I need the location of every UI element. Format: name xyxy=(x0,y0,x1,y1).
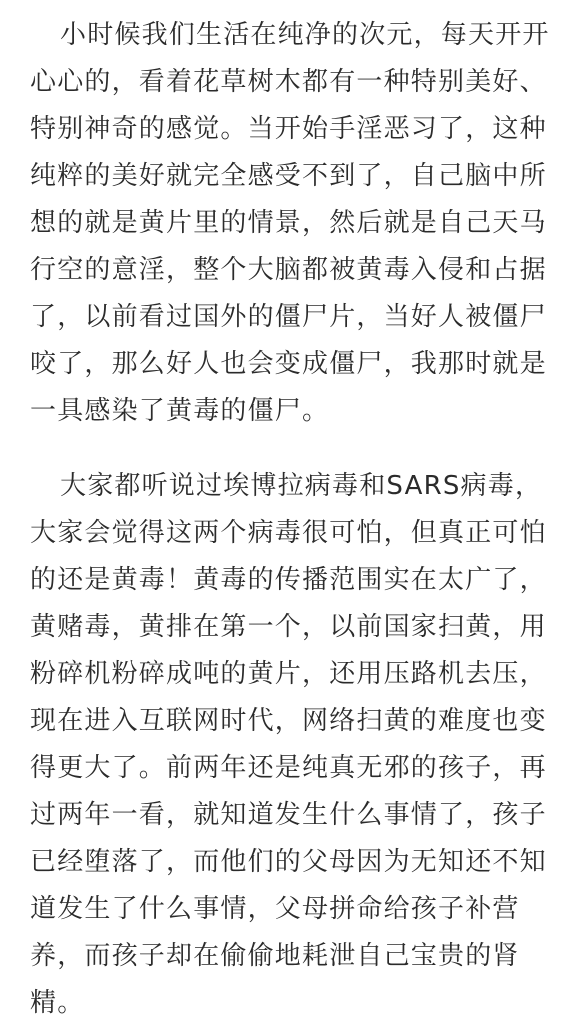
text-line: 行空的意淫，整个大脑都被黄毒入侵和占据 xyxy=(30,255,547,285)
text-line: 大家都听说过埃博拉病毒和SARS病毒， xyxy=(60,471,543,501)
text-line: 的还是黄毒！黄毒的传播范围实在太广了， xyxy=(30,565,547,595)
text-line: 大家会觉得这两个病毒很可怕，但真正可怕 xyxy=(30,518,547,548)
text-line: 精。 xyxy=(30,988,85,1018)
text-line: 小时候我们生活在纯净的次元，每天开开 xyxy=(60,20,550,50)
text-line: 已经堕落了，而他们的父母因为无知还不知 xyxy=(30,847,547,877)
text-line: 纯粹的美好就完全感受不到了，自己脑中所 xyxy=(30,161,547,191)
text-line: 现在进入互联网时代，网络扫黄的难度也变 xyxy=(30,706,547,736)
text-line: 养，而孩子却在偷偷地耗泄自己宝贵的肾 xyxy=(30,941,520,971)
text-line: 粉碎机粉碎成吨的黄片，还用压路机去压， xyxy=(30,659,547,689)
text-line: 黄赌毒，黄排在第一个，以前国家扫黄，用 xyxy=(30,612,547,642)
text-line: 了，以前看过国外的僵尸片，当好人被僵尸 xyxy=(30,302,547,332)
text-line: 特别神奇的感觉。当开始手淫恶习了，这种 xyxy=(30,114,547,144)
text-line: 心心的，看着花草树木都有一种特别美好、 xyxy=(30,67,547,97)
text-line: 道发生了什么事情，父母拼命给孩子补营 xyxy=(30,894,520,924)
text-line: 想的就是黄片里的情景，然后就是自己天马 xyxy=(30,208,547,238)
paragraph-1 xyxy=(30,12,560,435)
text-line: 咬了，那么好人也会变成僵尸，我那时就是 xyxy=(30,349,547,379)
text-line: 得更大了。前两年还是纯真无邪的孩子，再 xyxy=(30,753,547,783)
paragraph-2 xyxy=(30,463,560,1027)
text-line: 一具感染了黄毒的僵尸。 xyxy=(30,396,330,426)
text-line: 过两年一看，就知道发生什么事情了，孩子 xyxy=(30,800,547,830)
